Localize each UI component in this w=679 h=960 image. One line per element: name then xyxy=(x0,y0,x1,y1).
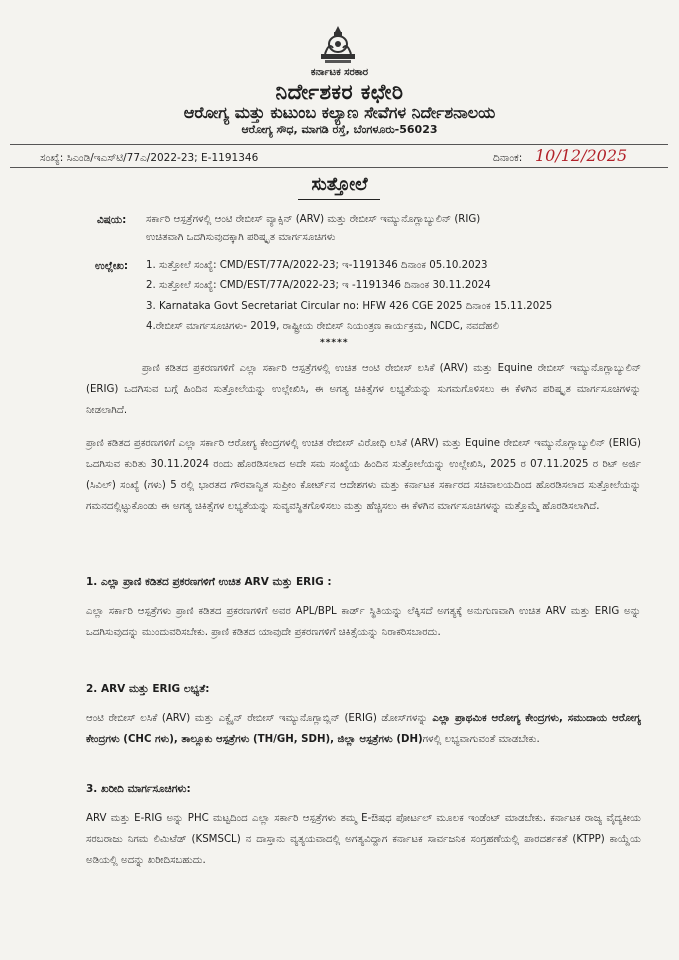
reference-number: ಸಂಖ್ಯೆ: ಸಿಎಂಡಿ/ಇಎಸ್‌ಟಿ/77ಎ/2022-23; E-1191346 xyxy=(40,152,259,164)
section-heading: 2. ARV ಮತ್ತು ERIG ಲಭ್ಯತೆ: xyxy=(86,683,210,695)
reference-divider xyxy=(10,167,668,168)
header-divider xyxy=(10,144,668,145)
section-body-text: ಆಂಟಿ ರೇಬೀಸ್ ಲಸಿಕೆ (ARV) ಮತ್ತು ಎಕ್ವೈನ್ ರೇಬೀಸ್ ಇಮ್ಯುನೊಗ್ಲಾಬ್ಲಿನ್ (ERIG) ಡೋಸ್‌ಗಳನ್ನು xyxy=(86,713,428,724)
section-heading: 1. ಎಲ್ಲಾ ಪ್ರಾಣಿ ಕಡಿತದ ಪ್ರಕರಣಗಳಿಗೆ ಉಚಿತ ARV ಮತ್ತು ERIG : xyxy=(86,576,332,588)
reference-item: 4.ರೇಬೀಸ್ ಮಾರ್ಗಸೂಚಿಗಳು- 2019, ರಾಷ್ಟ್ರೀಯ ರೇಬೀಸ್ ನಿಯಂತ್ರಣ ಕಾರ್ಯಕ್ರಮ, NCDC, ನವದೆಹಲಿ xyxy=(146,321,499,332)
intro-paragraph: ಪ್ರಾಣಿ ಕಡಿತದ ಪ್ರಕರಣಗಳಿಗೆ ಎಲ್ಲಾ ಸರ್ಕಾರಿ ಆಸ್ಪತ್ರೆಗಳಲ್ಲಿ ಉಚಿತ ಆಂಟಿ ರೇಬೀಸ್ ಲಸಿಕೆ (ARV) ಮತ್ತು Equine ರೇಬೀಸ್ ಇಮ್ಯುನೊಗ್ಲಾಬ್ಯುಲಿನ್ (ERIG) ಒದಗಿಸುವ ಬಗ್ಗೆ ಹಿಂದಿನ ಸುತ್ತೋಲೆಯನ್ನು ಉಲ್ಲೇಖಿಸಿ, ಈ ಅಗತ್ಯ ಚಿಕಿತ್ಸೆಗಳ ಲಭ್ಯತೆಯನ್ನು ಸುಗಮಗೊಳಿಸಲು ಈ ಕೆಳಗಿನ ಪರಿಷ್ಕೃತ ಮಾರ್ಗಸೂಚಿಗಳನ್ನು ನೀಡಲಾಗಿದೆ. xyxy=(86,363,641,416)
department-name: ಆರೋಗ್ಯ ಮತ್ತು ಕುಟುಂಬ ಕಲ್ಯಾಣ ಸೇವೆಗಳ ನಿರ್ದೇಶನಾಲಯ xyxy=(183,103,496,122)
reference-item: 3. Karnataka Govt Secretariat Circular no: HFW 426 CGE 2025 ದಿನಾಂಕ 15.11.2025 xyxy=(146,301,553,312)
subject-line-1: ಸರ್ಕಾರಿ ಆಸ್ಪತ್ರೆಗಳಲ್ಲಿ ಆಂಟಿ ರೇಬೀಸ್ ವ್ಯಾಕ್ಸಿನ್ (ARV) ಮತ್ತು ರೇಬೀಸ್ ಇಮ್ಯುನೊಗ್ಲಾಬ್ಯುಲಿನ್ (RIG) xyxy=(146,214,481,225)
office-title: ನಿರ್ದೇಶಕರ ಕಛೇರಿ xyxy=(275,80,404,104)
section-body xyxy=(86,708,641,750)
section-body: ARV ಮತ್ತು E-RIG ಅನ್ನು PHC ಮಟ್ಟದಿಂದ ಎಲ್ಲಾ ಸರ್ಕಾರಿ ಆಸ್ಪತ್ರೆಗಳು ತಮ್ಮ E-ಔಷಧ ಪೋರ್ಟಲ್ ಮೂಲಕ ಇಂಡೆಂಟ್ ಮಾಡಬೇಕು. ಕರ್ನಾಟಕ ರಾಜ್ಯ ವೈದ್ಯಕೀಯ ಸರಬರಾಜು ನಿಗಮ ಲಿಮಿಟೆಡ್ (KSMSCL) ನ ದಾಸ್ತಾನು ವ್ಯತ್ಯಯವಾದಲ್ಲಿ ಅಗತ್ಯವಿದ್ದಾಗ ಕರ್ನಾಟಕ ಸಾರ್ವಜನಿಕ ಸಂಗ್ರಹಣೆಯಲ್ಲಿ ಪಾರದರ್ಶಕತೆ (KTPP) ಕಾಯ್ದೆಯ ಅಡಿಯಲ್ಲಿ ಅದನ್ನು ಖರೀದಿಸಬಹುದು. xyxy=(86,813,641,866)
date-label: ದಿನಾಂಕ: xyxy=(493,152,523,164)
subject-label: ವಿಷಯ: xyxy=(97,214,127,226)
page-title: ಸುತ್ತೋಲೆ xyxy=(311,174,368,195)
section-body-end: ಗಳಲ್ಲಿ ಲಭ್ಯವಾಗುವಂತೆ ಮಾಡಬೇಕು. xyxy=(422,734,540,745)
reference-item: 1. ಸುತ್ತೋಲೆ ಸಂಖ್ಯೆ: CMD/EST/77A/2022-23; ಇ-1191346 ದಿನಾಂಕ 05.10.2023 xyxy=(146,260,488,271)
facility-list: ಎಲ್ಲಾ ಪ್ರಾಥಮಿಕ ಆರೋಗ್ಯ ಕೇಂದ್ರಗಳು, ಸಮುದಾಯ ಆರೋಗ್ಯ ಕೇಂದ್ರಗಳು (CHC ಗಳು), ತಾಲ್ಲೂಕು ಆಸ್ಪತ್ರೆಗಳು (TH/GH, SDH), ಜಿಲ್ಲಾ ಆಸ್ಪತ್ರೆಗಳು (DH) xyxy=(86,713,641,745)
office-address: ಆರೋಗ್ಯ ಸೌಧ, ಮಾಗಡಿ ರಸ್ತೆ, ಬೆಂಗಳೂರು-56023 xyxy=(241,123,438,136)
subject-line-2: ಉಚಿತವಾಗಿ ಒದಗಿಸುವುದಕ್ಕಾಗಿ ಪರಿಷ್ಕೃತ ಮಾರ್ಗಸೂಚಿಗಳು xyxy=(146,232,336,243)
date-value: 10/12/2025 xyxy=(535,146,628,165)
reference-item: 2. ಸುತ್ತೋಲೆ ಸಂಖ್ಯೆ: CMD/EST/77A/2022-23; ಇ -1191346 ದಿನಾಂಕ 30.11.2024 xyxy=(146,280,491,291)
references-label: ಉಲ್ಲೇಖ: xyxy=(95,260,129,272)
intro-paragraph: ಪ್ರಾಣಿ ಕಡಿತದ ಪ್ರಕರಣಗಳಿಗೆ ಎಲ್ಲಾ ಸರ್ಕಾರಿ ಆರೋಗ್ಯ ಕೇಂದ್ರಗಳಲ್ಲಿ ಉಚಿತ ರೇಬೀಸ್ ವಿರೋಧಿ ಲಸಿಕೆ (ARV) ಮತ್ತು Equine ರೇಬೀಸ್ ಇಮ್ಯುನೊಗ್ಲಾಬ್ಯುಲಿನ್ (ERIG) ಒದಗಿಸುವ ಕುರಿತು 30.11.2024 ರಂದು ಹೊರಡಿಸಲಾದ ಅದೇ ಸಮ ಸಂಖ್ಯೆಯ ಹಿಂದಿನ ಸುತ್ತೋಲೆಯನ್ನು ಉಲ್ಲೇಖಿಸಿ, 2025 ರ 07.11.2025 ರ ರಿಟ್ ಅರ್ಜಿ (ಸಿವಿಲ್) ಸಂಖ್ಯೆ (ಗಳು) 5 ರಲ್ಲಿ ಭಾರತದ ಗೌರವಾನ್ವಿತ ಸುಪ್ರೀಂ ಕೋರ್ಟ್‌ನ ಆದೇಶಗಳು ಮತ್ತು ಕರ್ನಾಟಕ ಸರ್ಕಾರದ ಸಚಿವಾಲಯದಿಂದ ಹೊರಡಿಸಲಾದ ಸುತ್ತೋಲೆಯನ್ನು ಗಮನದಲ್ಲಿಟ್ಟುಕೊಂಡು ಈ ಅಗತ್ಯ ಚಿಕಿತ್ಸೆಗಳ ಲಭ್ಯತೆಯನ್ನು ಸುವ್ಯವಸ್ಥಿತಗೊಳಿಸಲು ಮತ್ತು ಹೆಚ್ಚಿಸಲು ಈ ಕೆಳಗಿನ ಮಾರ್ಗಸೂಚಿಗಳನ್ನು ಮತ್ತೊಮ್ಮೆ ಹೊರಡಿಸಲಾಗಿದೆ. xyxy=(86,438,641,512)
section-heading: 3. ಖರೀದಿ ಮಾರ್ಗಸೂಚಿಗಳು: xyxy=(86,783,191,795)
state-name: ಕರ್ನಾಟಕ ಸರಕಾರ xyxy=(310,67,369,78)
separator-stars: ***** xyxy=(320,338,349,348)
section-body: ಎಲ್ಲಾ ಸರ್ಕಾರಿ ಆಸ್ಪತ್ರೆಗಳು ಪ್ರಾಣಿ ಕಡಿತದ ಪ್ರಕರಣಗಳಿಗೆ ಅವರ APL/BPL ಕಾರ್ಡ್ ಸ್ಥಿತಿಯನ್ನು ಲೆಕ್ಕಿಸದೆ ಅಗತ್ಯಕ್ಕೆ ಅನುಗುಣವಾಗಿ ಉಚಿತ ARV ಮತ್ತು ERIG ಅನ್ನು ಒದಗಿಸುವುದನ್ನು ಮುಂದುವರಿಸಬೇಕು. ಪ್ರಾಣಿ ಕಡಿತದ ಯಾವುದೇ ಪ್ರಕರಣಗಳಿಗೆ ಚಿಕಿತ್ಸೆಯನ್ನು ನಿರಾಕರಿಸಬಾರದು. xyxy=(86,606,641,638)
title-underline xyxy=(298,199,380,200)
state-emblem-icon xyxy=(313,24,363,66)
